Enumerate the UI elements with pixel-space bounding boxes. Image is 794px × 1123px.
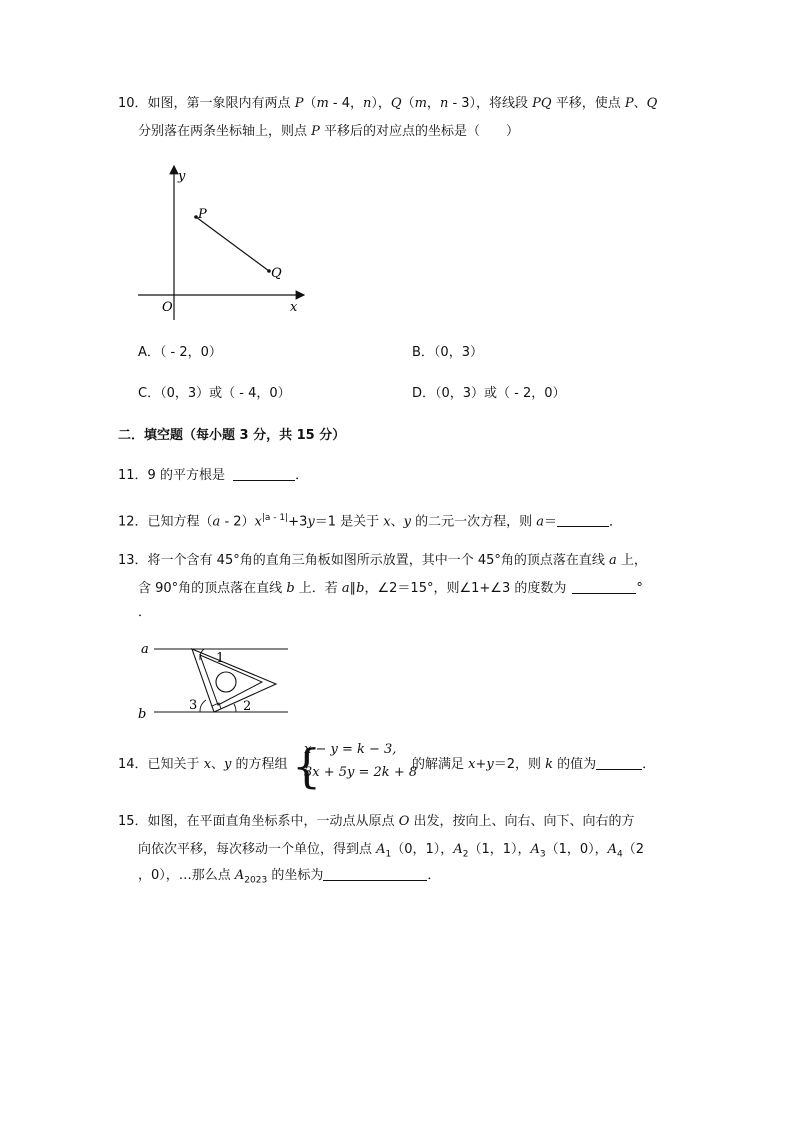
angle-3-arc <box>200 700 206 712</box>
q15-line1: 15．如图，在平面直角坐标系中，一动点从原点 O 出发，按向上、向右、向下、向右的方 <box>118 814 635 829</box>
origin-label: O <box>162 300 173 315</box>
q13-line1: 13．将一个含有 45°角的直角三角板如图所示放置，其中一个 45°角的顶点落在直线 a 上， <box>118 553 647 568</box>
right-angle-mark <box>212 703 221 709</box>
q10-option-d[interactable]: D．（0，3）或（ - 2，0） <box>412 386 566 401</box>
system-equation-2: 3x + 5y = 2k + 8 <box>304 765 418 780</box>
q12-answer-blank[interactable] <box>557 512 609 527</box>
q12-line: 12．已知方程$(a - 2)x^{|a - 1|}+3y=1$ 是关于 x、y 的二元一次方程，则 a＝ ． <box>118 513 623 530</box>
q14-post: 的解满足 x+y＝2，则 k 的值为 ． <box>412 757 656 772</box>
q11-answer-blank[interactable] <box>233 466 295 481</box>
q15-line2: 向依次平移，每次移动一个单位，得到点 $A_1(0$，1），$A_2(1$，1），$A_3(1$，0），$A_4(2$ <box>138 842 645 860</box>
q11-line: 11．9 的平方根是 ． <box>118 468 309 483</box>
point-q-label: Q <box>271 266 282 281</box>
triangle-outer <box>192 649 276 712</box>
x-axis-label: x <box>290 300 298 315</box>
q15-line3: ，0），…那么点 $A_{2023}$ 的坐标为 ． <box>138 868 441 886</box>
q10-line2: 分别落在两条坐标轴上，则点 P 平移后的对应点的坐标是（ ） <box>138 124 520 139</box>
triangle-hole <box>216 672 236 692</box>
angle-3-label: 3 <box>189 698 198 713</box>
y-axis-label: y <box>178 169 186 184</box>
q13-line2: 含 90°角的顶点落在直线 b 上．若 a∥b，∠2＝15°，则∠1+∠3 的度数为 ° <box>138 581 643 596</box>
angle-2-arc <box>234 704 236 712</box>
segment-pq <box>196 217 269 271</box>
point-p-label: P <box>198 207 207 222</box>
angle-1-label: 1 <box>216 651 225 666</box>
q10-line1: 10．如图，第一象限内有两点 P（m - 4，n），Q（m，n - 3），将线段 PQ 平移，使点 P、Q <box>118 96 658 111</box>
q13-line3: ． <box>138 605 152 620</box>
q10-coordinate-figure <box>130 160 320 320</box>
q14-answer-blank[interactable] <box>596 755 642 770</box>
system-brace: { <box>292 739 322 793</box>
line-b-label: b <box>138 707 147 722</box>
angle-2-label: 2 <box>243 699 252 714</box>
q13-answer-blank[interactable] <box>572 579 636 594</box>
q10-option-b[interactable]: B．（0，3） <box>412 345 483 360</box>
q15-answer-blank[interactable] <box>323 866 427 881</box>
q10-option-c[interactable]: C．（0，3）或（ - 4，0） <box>138 386 291 401</box>
section-title: 二．填空题（每小题 3 分，共 15 分） <box>118 428 346 443</box>
angle-1-arc <box>200 649 204 660</box>
q10-option-a[interactable]: A．（ - 2，0） <box>138 345 222 360</box>
q13-triangle-figure <box>134 636 296 726</box>
q14-pre: 14．已知关于 x、y 的方程组 <box>118 757 288 772</box>
system-equation-1: x − y = k − 3, <box>304 742 397 757</box>
line-a-label: a <box>141 642 149 657</box>
